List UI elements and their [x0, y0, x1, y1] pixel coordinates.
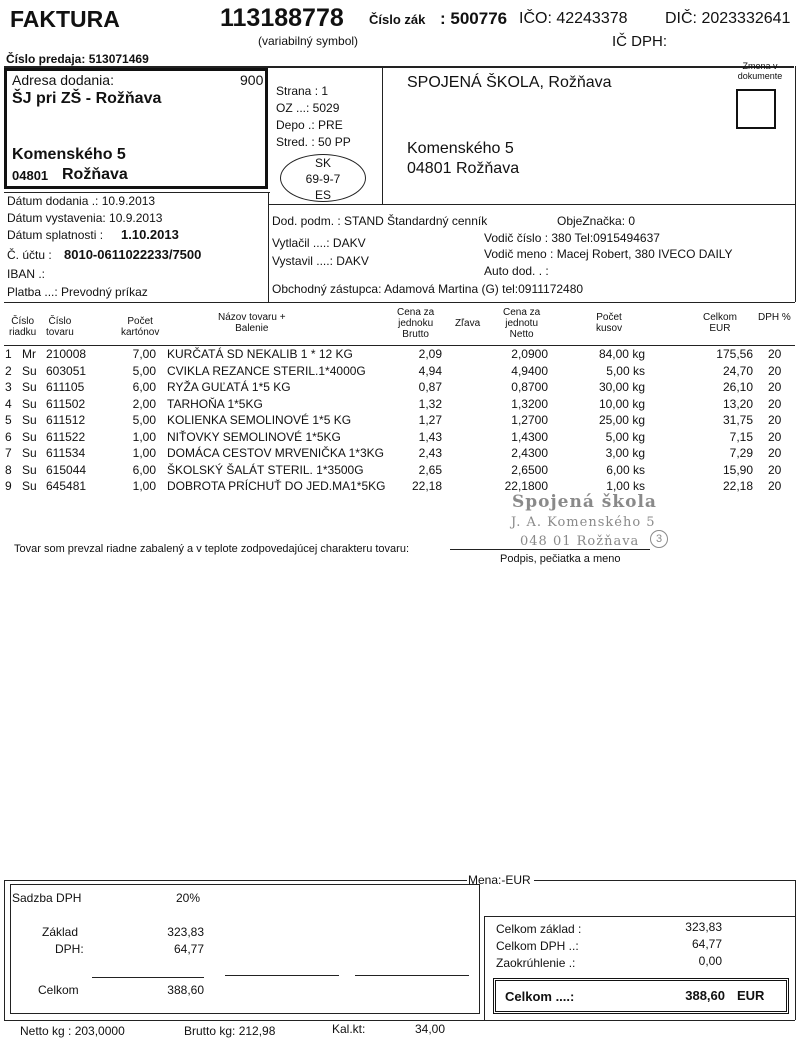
- table-cell-net: 1,2700: [511, 413, 548, 427]
- table-cell-total: 7,29: [729, 446, 753, 460]
- table-cell-qty: 84,00 kg: [598, 347, 645, 361]
- table-cell-cart: 5,00: [132, 413, 156, 427]
- col-cartons: Počet kartónov: [121, 316, 160, 338]
- table-cell-name: KOLIENKA SEMOLINOVÉ 1*5 KG: [167, 413, 352, 427]
- table-cell-t: Su: [22, 479, 37, 493]
- table-cell-t: Su: [22, 462, 37, 477]
- table-cell-n: 5: [5, 413, 12, 427]
- iban: IBAN .:: [7, 267, 46, 281]
- col-vat: DPH %: [758, 312, 791, 323]
- table-cell-t: Mr: [22, 347, 36, 361]
- table-cell-total: 22,18: [722, 479, 753, 493]
- table-cell-t: Su: [22, 413, 37, 427]
- table-cell-cart: 6,00: [132, 462, 156, 477]
- net-weight: Netto kg : 203,0000: [20, 1024, 125, 1038]
- delivery-street: Komenského 5: [12, 146, 126, 163]
- invoice-number: 113188778: [220, 4, 344, 32]
- stamp-line-3: 048 01 Rožňava: [520, 534, 640, 549]
- table-cell-gross: 4,94: [418, 363, 442, 378]
- sales-rep: Obchodný zástupca: Adamová Martina (G) tel:0911172480: [272, 282, 584, 296]
- gross-weight: Brutto kg: 212,98: [184, 1024, 276, 1038]
- driver-number: Vodič číslo : 380 Tel:0915494637: [484, 231, 660, 245]
- vat-base: 323,83: [167, 925, 204, 939]
- oz-number: OZ ...: 5029: [276, 101, 340, 115]
- vat-total: 388,60: [167, 983, 204, 997]
- driver-name: Vodič meno : Macej Robert, 380 IVECO DAILY: [484, 247, 733, 261]
- summary-top-line-right: [534, 880, 795, 881]
- account-number: 8010-0611022233/7500: [64, 247, 202, 262]
- dic: DIČ: 2023332641: [665, 10, 791, 27]
- sale-number: Číslo predaja: 513071469: [6, 52, 149, 66]
- printed-by: Vytlačil ....: DAKV: [272, 236, 366, 250]
- table-cell-vat: 20: [768, 347, 782, 361]
- table-cell-net: 0,8700: [511, 380, 548, 394]
- table-cell-total: 24,70: [722, 363, 753, 378]
- dates-top-line: [4, 192, 270, 193]
- table-cell-t: Su: [22, 446, 37, 460]
- due-date: 1.10.2013: [121, 227, 179, 242]
- table-cell-gross: 1,32: [418, 396, 442, 411]
- table-cell-n: 7: [5, 446, 12, 460]
- table-cell-name: KURČATÁ SD NEKALIB 1 * 12 KG: [167, 347, 353, 361]
- delivery-city: Rožňava: [62, 166, 128, 183]
- table-cell-code: 611522: [46, 429, 86, 444]
- terms-top-line: [268, 204, 795, 205]
- col-price-gross: Cena za jednoku Brutto: [397, 307, 435, 340]
- stamp-line-1: Spojená škola: [512, 492, 657, 512]
- customer-no: : 500776: [440, 9, 508, 28]
- stamp-line-2: J. A. Komenského 5: [511, 515, 656, 530]
- table-cell-qty: 5,00 kg: [605, 429, 645, 444]
- table-cell-vat: 20: [768, 363, 782, 378]
- table-cell-total: 15,90: [722, 462, 753, 477]
- payment-method: Platba ...: Prevodný príkaz: [7, 285, 148, 299]
- totals-top-line: [484, 916, 795, 917]
- table-cell-vat: 20: [768, 429, 782, 444]
- vat-rate: 20%: [176, 891, 201, 905]
- ico: IČO: 42243378: [519, 10, 628, 27]
- summary-left-edge: [4, 880, 5, 1020]
- table-cell-total: 7,15: [729, 429, 753, 444]
- receipt-statement: Tovar som prevzal riadne zabalený a v teplote zodpovedajúcej charakteru tovaru:: [14, 543, 410, 555]
- vat-amount-label: DPH:: [55, 942, 84, 956]
- table-cell-code: 611105: [46, 380, 85, 394]
- table-cell-cart: 2,00: [132, 396, 156, 411]
- table-cell-net: 22,1800: [504, 479, 548, 493]
- frame-right-line: [795, 66, 796, 302]
- table-cell-cart: 1,00: [132, 479, 156, 493]
- table-cell-net: 1,4300: [511, 429, 548, 444]
- table-cell-n: 9: [5, 479, 12, 493]
- table-cell-name: NIŤOVKY SEMOLINOVÉ 1*5KG: [167, 429, 341, 444]
- customer-no-label: Číslo zák: [369, 12, 426, 27]
- table-cell-qty: 30,00 kg: [598, 380, 645, 394]
- table-cell-gross: 2,43: [418, 446, 442, 460]
- rounding: 0,00: [698, 954, 722, 968]
- col-qty: Počet kusov: [596, 312, 623, 334]
- table-cell-code: 645481: [46, 479, 87, 493]
- table-cell-n: 2: [5, 363, 12, 378]
- ic-dph: IČ DPH:: [612, 33, 668, 50]
- issued-by: Vystavil ....: DAKV: [272, 254, 369, 268]
- table-cell-total: 26,10: [722, 380, 753, 394]
- grand-total: 388,60: [685, 988, 725, 1003]
- table-cell-gross: 22,18: [411, 479, 442, 493]
- table-cell-net: 1,3200: [511, 396, 548, 411]
- delivery-car: Auto dod. . :: [484, 264, 549, 278]
- table-cell-name: DOBROTA PRÍCHUŤ DO JED.MA1*5KG: [167, 479, 386, 493]
- table-cell-gross: 0,87: [418, 380, 442, 394]
- table-cell-code: 611502: [46, 396, 86, 411]
- document-title: FAKTURA: [10, 6, 120, 32]
- table-cell-t: Su: [22, 396, 37, 411]
- vat-amount: 64,77: [173, 942, 204, 956]
- total-base: 323,83: [685, 920, 722, 934]
- table-cell-gross: 1,43: [418, 429, 442, 444]
- total-vat-label: Celkom DPH ..:: [496, 939, 579, 953]
- col-name: Názov tovaru + Balenie: [218, 312, 286, 334]
- vat-line-2: [225, 975, 339, 976]
- kal-label: Kal.kt:: [332, 1022, 366, 1036]
- summary-bottom-line: [4, 1020, 795, 1021]
- table-cell-vat: 20: [768, 380, 782, 394]
- table-cell-name: TARHOŇA 1*5KG: [167, 396, 263, 411]
- table-cell-vat: 20: [768, 446, 782, 460]
- table-cell-net: 2,6500: [511, 462, 548, 477]
- order-mark: ObjeZnačka: 0: [557, 214, 636, 228]
- table-cell-n: 8: [5, 462, 12, 477]
- table-cell-vat: 20: [768, 413, 782, 427]
- col-row-no: Číslo riadku: [9, 316, 37, 338]
- delivery-terms: Dod. podm. : STAND Štandardný cenník: [272, 214, 488, 228]
- rounding-label: Zaokrúhlenie .:: [496, 956, 576, 970]
- stamp-circle-mark: 3: [650, 530, 668, 548]
- table-cell-cart: 7,00: [132, 347, 156, 361]
- table-cell-n: 1: [5, 347, 12, 361]
- table-cell-vat: 20: [768, 396, 782, 411]
- table-cell-n: 6: [5, 429, 12, 444]
- delivery-name: ŠJ pri ZŠ - Rožňava: [12, 90, 162, 107]
- account-label: Č. účtu :: [7, 248, 52, 262]
- table-cell-cart: 1,00: [132, 446, 156, 460]
- total-vat: 64,77: [691, 937, 722, 951]
- table-cell-qty: 10,00 kg: [598, 396, 645, 411]
- table-cell-qty: 6,00 ks: [606, 462, 645, 477]
- table-cell-total: 175,56: [716, 347, 753, 361]
- table-cell-code: 611512: [46, 413, 86, 427]
- table-cell-t: Su: [22, 363, 37, 378]
- summary-top-line-left: [4, 880, 467, 881]
- table-cell-t: Su: [22, 380, 37, 394]
- grand-total-currency: EUR: [737, 988, 765, 1003]
- table-cell-cart: 6,00: [132, 380, 156, 394]
- signature-line: [450, 549, 650, 550]
- total-base-label: Celkom základ :: [496, 922, 582, 936]
- table-cell-name: DOMÁCA CESTOV MRVENIČKA 1*3KG: [167, 446, 384, 460]
- table-cell-vat: 20: [768, 462, 782, 477]
- col-total: Celkom EUR: [703, 312, 737, 334]
- table-cell-code: 615044: [46, 462, 87, 477]
- table-cell-gross: 2,09: [418, 347, 442, 361]
- change-in-document-label: Zmena v dokumente: [737, 61, 783, 81]
- delivery-date: Dátum dodania .: 10.9.2013: [7, 194, 156, 208]
- page-number: Strana : 1: [276, 84, 329, 98]
- delivery-code: 900: [240, 72, 264, 88]
- col-discount: Zľava: [455, 318, 481, 329]
- oval-line-3: ES: [314, 188, 331, 202]
- table-cell-qty: 1,00 ks: [606, 479, 645, 493]
- vat-line-3: [355, 975, 469, 976]
- table-cell-code: 210008: [46, 347, 87, 361]
- change-checkbox[interactable]: [736, 89, 776, 129]
- table-cell-net: 2,4300: [511, 446, 548, 460]
- customer-city: 04801 Rožňava: [407, 160, 520, 177]
- oval-line-2: 69-9-7: [305, 172, 341, 186]
- totals-divider: [484, 916, 485, 1020]
- variable-symbol-label: (variabilný symbol): [258, 34, 359, 48]
- table-cell-qty: 25,00 kg: [598, 413, 645, 427]
- table-header-line: [4, 345, 795, 346]
- depo: Depo .: PRE: [276, 118, 343, 132]
- table-cell-cart: 1,00: [132, 429, 156, 444]
- delivery-zip: 04801: [12, 168, 49, 183]
- vat-line-1: [92, 977, 204, 978]
- dates-divider: [268, 192, 269, 302]
- col-item-no: Číslo tovaru: [46, 316, 74, 338]
- currency-label: Mena:-EUR: [468, 873, 531, 887]
- table-cell-qty: 5,00 ks: [606, 363, 645, 378]
- vat-base-label: Základ: [42, 925, 79, 939]
- table-cell-n: 3: [5, 380, 12, 394]
- table-cell-gross: 2,65: [418, 462, 442, 477]
- oval-line-1: SK: [314, 156, 331, 170]
- table-cell-cart: 5,00: [132, 363, 156, 378]
- stred: Stred. : 50 PP: [276, 135, 351, 149]
- table-cell-code: 603051: [46, 363, 87, 378]
- table-cell-gross: 1,27: [418, 413, 442, 427]
- issue-date: Dátum vystavenia: 10.9.2013: [7, 211, 163, 225]
- table-cell-name: CVIKLA REZANCE STERIL.1*4000G: [167, 363, 366, 378]
- table-cell-total: 13,20: [722, 396, 753, 411]
- customer-name: SPOJENÁ ŠKOLA, Rožňava: [407, 74, 612, 91]
- table-top-line: [4, 302, 795, 303]
- grand-total-label: Celkom ....:: [505, 989, 575, 1004]
- customer-street: Komenského 5: [407, 140, 514, 157]
- col-price-net: Cena za jednotu Netto: [503, 307, 541, 340]
- table-cell-name: RYŽA GUĽATÁ 1*5 KG: [167, 380, 291, 394]
- table-cell-qty: 3,00 kg: [605, 446, 645, 460]
- table-cell-name: ŠKOLSKÝ ŠALÁT STERIL. 1*3500G: [167, 462, 364, 477]
- table-cell-code: 611534: [46, 446, 86, 460]
- meta-divider: [382, 66, 383, 204]
- delivery-label: Adresa dodania:: [12, 72, 114, 88]
- table-cell-n: 4: [5, 396, 12, 411]
- vat-total-label: Celkom: [38, 983, 79, 997]
- due-date-label: Dátum splatnosti :: [7, 228, 104, 242]
- table-cell-t: Su: [22, 429, 37, 444]
- signature-label: Podpis, pečiatka a meno: [500, 553, 621, 565]
- table-cell-vat: 20: [768, 479, 782, 493]
- summary-right-edge: [795, 880, 796, 1020]
- table-cell-net: 4,9400: [511, 363, 548, 378]
- table-cell-net: 2,0900: [511, 347, 548, 361]
- kal-value: 34,00: [415, 1022, 446, 1036]
- table-cell-total: 31,75: [722, 413, 753, 427]
- vat-rate-label: Sadzba DPH: [12, 891, 82, 905]
